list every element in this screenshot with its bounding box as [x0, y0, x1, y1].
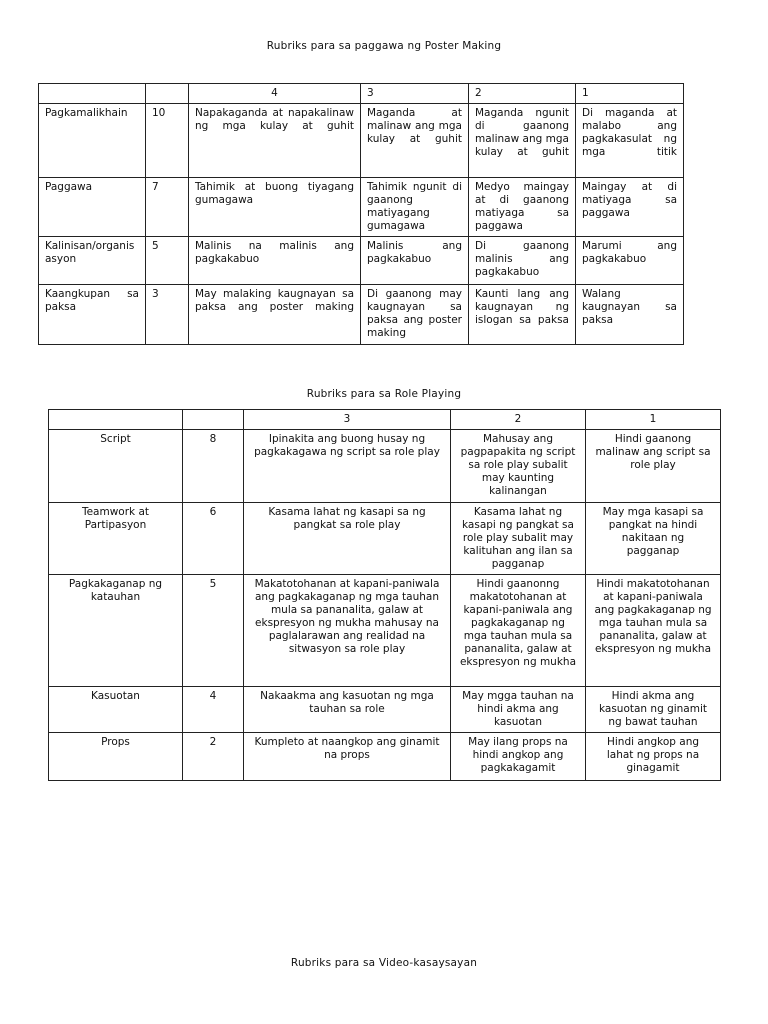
criterion-cell: Teamwork at Partipasyon	[49, 503, 183, 575]
header-cell: 2	[451, 410, 586, 430]
criterion-cell: Paggawa	[39, 178, 146, 237]
role-playing-rubric-table	[48, 409, 721, 781]
level-1-cell: Marumi ang pagkakabuo	[576, 237, 684, 285]
header-cell	[146, 84, 189, 104]
table-row	[39, 237, 684, 285]
level-2-cell: Hindi gaanonng makatotohanan at kapani-paniwala ang pagkakaganap ng mga tauhan mula sa pananalita, galaw at ekspresyon ng mukha	[451, 575, 586, 687]
header-cell: 3	[361, 84, 469, 104]
level-1-cell: Hindi akma ang kasuotan ng ginamit ng bawat tauhan	[586, 687, 721, 733]
level-2-cell: Kasama lahat ng kasapi ng pangkat sa role play subalit may kalituhan ang ilan sa pagganap	[451, 503, 586, 575]
table-row	[49, 503, 721, 575]
table-row	[49, 575, 721, 687]
header-cell	[183, 410, 244, 430]
points-cell: 5	[146, 237, 189, 285]
level-2-cell: May ilang props na hindi angkop ang pagkakagamit	[451, 733, 586, 781]
level-2-cell: Maganda ngunit di gaanong malinaw ang mga kulay at guhit	[469, 104, 576, 178]
table-header-row	[49, 410, 721, 430]
level-3-cell: Maganda at malinaw ang mga kulay at guhit	[361, 104, 469, 178]
points-cell: 5	[183, 575, 244, 687]
criterion-cell: Script	[49, 430, 183, 503]
header-cell: 2	[469, 84, 576, 104]
criterion-cell: Kasuotan	[49, 687, 183, 733]
level-3-cell: Tahimik ngunit di gaanong matiyagang gumagawa	[361, 178, 469, 237]
level-1-cell: Hindi makatotohanan at kapani-paniwala ang pagkakaganap ng mga tauhan mula sa pananalita, galaw at ekspresyon ng mukha	[586, 575, 721, 687]
criterion-cell: Kaangkupan sa paksa	[39, 285, 146, 345]
level-2-cell: Mahusay ang pagpapakita ng script sa role play subalit may kaunting kalinangan	[451, 430, 586, 503]
header-cell: 3	[244, 410, 451, 430]
level-2-cell: May mgga tauhan na hindi akma ang kasuotan	[451, 687, 586, 733]
level-4-cell: Napakaganda at napakalinaw ng mga kulay at guhit	[189, 104, 361, 178]
points-cell: 2	[183, 733, 244, 781]
level-1-cell: Hindi gaanong malinaw ang script sa role play	[586, 430, 721, 503]
level-2-cell: Kaunti lang ang kaugnayan ng islogan sa paksa	[469, 285, 576, 345]
level-2-cell: Di gaanong malinis ang pagkakabuo	[469, 237, 576, 285]
poster-rubric-title: Rubriks para sa paggawa ng Poster Making	[266, 40, 502, 52]
table-row	[39, 285, 684, 345]
table-row	[49, 687, 721, 733]
level-3-cell: Nakaakma ang kasuotan ng mga tauhan sa role	[244, 687, 451, 733]
header-cell	[39, 84, 146, 104]
points-cell: 7	[146, 178, 189, 237]
header-cell	[49, 410, 183, 430]
table-row	[39, 178, 684, 237]
level-1-cell: Di maganda at malabo ang pagkakasulat ng mga titik	[576, 104, 684, 178]
points-cell: 6	[183, 503, 244, 575]
role-playing-rubric-title: Rubriks para sa Role Playing	[306, 388, 462, 400]
table-row	[49, 430, 721, 503]
table-row	[39, 104, 684, 178]
level-1-cell: Hindi angkop ang lahat ng props na ginagamit	[586, 733, 721, 781]
poster-rubric-table	[38, 83, 684, 345]
level-4-cell: Malinis na malinis ang pagkakabuo	[189, 237, 361, 285]
header-cell: 1	[586, 410, 721, 430]
video-rubric-title: Rubriks para sa Video-kasaysayan	[290, 957, 478, 969]
level-4-cell: Tahimik at buong tiyagang gumagawa	[189, 178, 361, 237]
level-4-cell: May malaking kaugnayan sa paksa ang poster making	[189, 285, 361, 345]
level-3-cell: Makatotohanan at kapani-paniwala ang pagkakaganap ng mga tauhan mula sa pananalita, galaw at ekspresyon ng mukha mahusay na paglalarawan ang realidad na sitwasyon sa role play	[244, 575, 451, 687]
level-3-cell: Kumpleto at naangkop ang ginamit na props	[244, 733, 451, 781]
points-cell: 3	[146, 285, 189, 345]
table-header-row	[39, 84, 684, 104]
level-1-cell: May mga kasapi sa pangkat na hindi nakitaan ng pagganap	[586, 503, 721, 575]
criterion-cell: Props	[49, 733, 183, 781]
header-cell: 1	[576, 84, 684, 104]
table-row	[49, 733, 721, 781]
points-cell: 10	[146, 104, 189, 178]
level-3-cell: Di gaanong may kaugnayan sa paksa ang poster making	[361, 285, 469, 345]
criterion-cell: Pagkamalikhain	[39, 104, 146, 178]
level-3-cell: Kasama lahat ng kasapi sa ng pangkat sa role play	[244, 503, 451, 575]
criterion-cell: Pagkakaganap ng katauhan	[49, 575, 183, 687]
criterion-cell: Kalinisan/organisasyon	[39, 237, 146, 285]
level-2-cell: Medyo maingay at di gaanong matiyaga sa paggawa	[469, 178, 576, 237]
level-1-cell: Walang kaugnayan sa paksa	[576, 285, 684, 345]
level-1-cell: Maingay at di matiyaga sa paggawa	[576, 178, 684, 237]
header-cell: 4	[189, 84, 361, 104]
level-3-cell: Ipinakita ang buong husay ng pagkakagawa ng script sa role play	[244, 430, 451, 503]
level-3-cell: Malinis ang pagkakabuo	[361, 237, 469, 285]
points-cell: 8	[183, 430, 244, 503]
points-cell: 4	[183, 687, 244, 733]
